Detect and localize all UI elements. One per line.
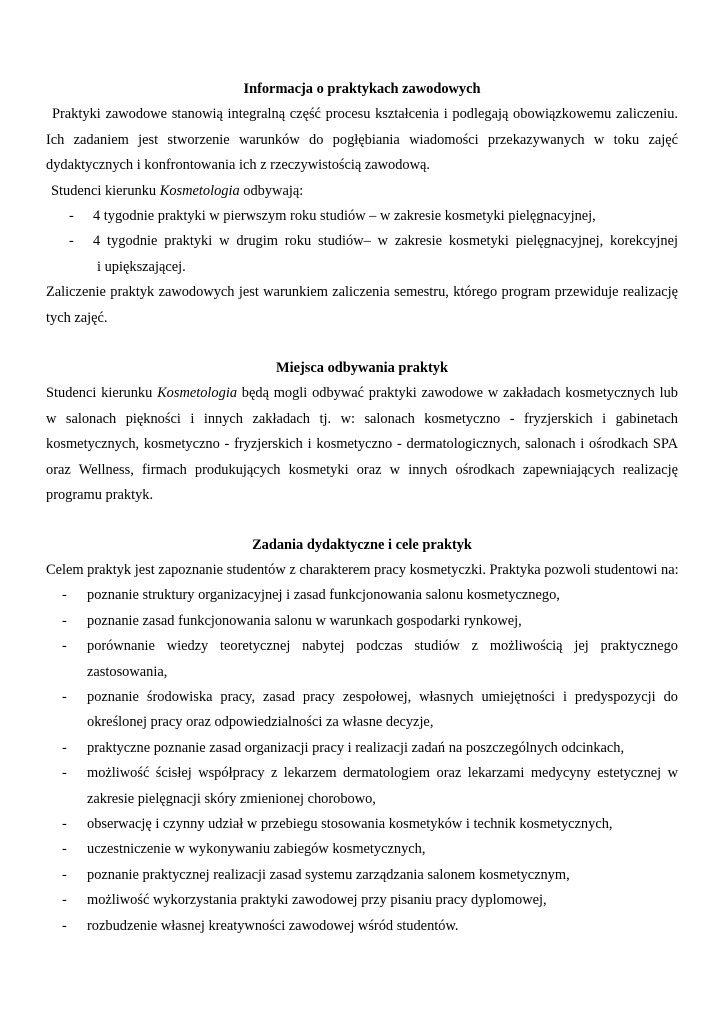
list-item [46,888,678,913]
students-line [46,179,678,204]
list-item [46,736,678,761]
students-suffix: odbywają: [239,182,304,199]
list-item [46,761,678,812]
field-name: Kosmetologia [159,182,240,199]
dash-bullet: - [69,208,74,225]
list-item [46,229,678,280]
practice-duration-list [46,204,678,280]
dash-bullet: - [62,815,67,832]
dash-bullet: - [62,739,67,756]
list-item [46,837,678,862]
field-name: Kosmetologia [157,385,238,402]
list-item-text: porównanie wiedzy teoretycznej nabytej podczas studiów z możliwością jej praktycznego zastosowania, [87,638,678,680]
dash-bullet: - [62,841,67,858]
list-item-text: poznanie środowiska pracy, zasad pracy zespołowej, własnych umiejętności i predyspozycji do określonej pracy oraz odpowiedzialności za własne decyzje, [87,688,678,731]
goals-list [46,583,678,939]
section-heading-goals: Zadania dydaktyczne i cele praktyk [252,536,472,553]
dash-bullet: - [69,233,74,250]
list-item-text: obserwację i czynny udział w przebiegu stosowania kosmetyków i technik kosmetycznych, [87,815,613,832]
list-item [46,609,678,634]
intro-paragraph: Ich zadaniem jest stworzenie warunków do pogłębiania wiadomości przekazywanych w toku zajęć dydaktycznych i konfrontowania ich z rzeczywistością zawodową. [46,131,678,174]
list-item-text: rozbudzenie własnej kreatywności zawodowej wśród studentów. [87,917,459,934]
goals-intro: Celem praktyk jest zapoznanie studentów z charakterem pracy kosmetyczki. Praktyka pozwoli studentowi na: [46,561,679,578]
dash-bullet: - [62,688,67,705]
spacer [46,331,678,356]
list-item-text: praktyczne poznanie zasad organizacji pracy i realizacji zadań na poszczególnych odcinkach, [87,739,625,756]
list-item-text: poznanie praktycznej realizacji zasad systemu zarządzania salonem kosmetycznym, [87,866,570,883]
list-item [46,812,678,837]
places-text: będą mogli odbywać praktyki zawodowe w zakładach kosmetycznych lub w salonach piękności i innych zakładach tj. w: salonach kosmetyczno - fryzjerskich i gabinetach kosmetycznych, kosmetyczno - fryzjerskich i kosmetyczno - dermatologicznych, salonach i ośrodkach SPA oraz Wellness, firmach produkujących kosmetyki oraz w innych ośrodkach zapewniających realizację programu praktyk. [46,385,678,504]
section-heading-places: Miejsca odbywania praktyk [276,360,448,377]
dash-bullet: - [62,866,67,883]
dash-bullet: - [62,892,67,909]
students-prefix: Studenci kierunku [51,182,160,199]
list-item-text-line2: i upiększającej. [97,258,186,275]
intro-paragraph-line1: Praktyki zawodowe stanowią integralną część procesu kształcenia i podlegają obowiązkowemu zaliczeniu. [52,106,678,123]
list-item [46,863,678,888]
list-item-text: możliwość ścisłej współpracy z lekarzem dermatologiem oraz lekarzami medycyny estetycznej w zakresie pielęgnacji skóry zmienionej chorobowo, [87,765,678,807]
list-item [46,204,678,229]
list-item-text: poznanie zasad funkcjonowania salonu w warunkach gospodarki rynkowej, [87,612,522,629]
closing-paragraph: Zaliczenie praktyk zawodowych jest warunkiem zaliczenia semestru, którego program przewiduje realizację tych zajęć. [46,284,678,326]
dash-bullet: - [62,612,67,629]
dash-bullet: - [62,638,67,655]
list-item [46,914,678,939]
spacer [46,509,678,533]
list-item-text: poznanie struktury organizacyjnej i zasad funkcjonowania salonu kosmetycznego, [87,587,560,604]
list-item-text: 4 tygodnie praktyki w pierwszym roku studiów – w zakresie kosmetyki pielęgnacyjnej, [93,208,596,225]
list-item [46,634,678,685]
list-item [46,583,678,608]
list-item-text-line1: 4 tygodnie praktyki w drugim roku studiów– w zakresie kosmetyki pielęgnacyjnej, korekcyjnej [93,233,678,250]
list-item-text: uczestniczenie w wykonywaniu zabiegów kosmetycznych, [87,841,426,858]
dash-bullet: - [62,765,67,782]
dash-bullet: - [62,917,67,934]
document-content [46,77,678,939]
list-item [46,685,678,736]
list-item-text: możliwość wykorzystania praktyki zawodowej przy pisaniu pracy dyplomowej, [87,892,547,909]
places-paragraph [46,381,678,508]
places-prefix: Studenci kierunku [46,385,158,402]
section-heading-info: Informacja o praktykach zawodowych [243,81,481,97]
dash-bullet: - [62,587,67,604]
